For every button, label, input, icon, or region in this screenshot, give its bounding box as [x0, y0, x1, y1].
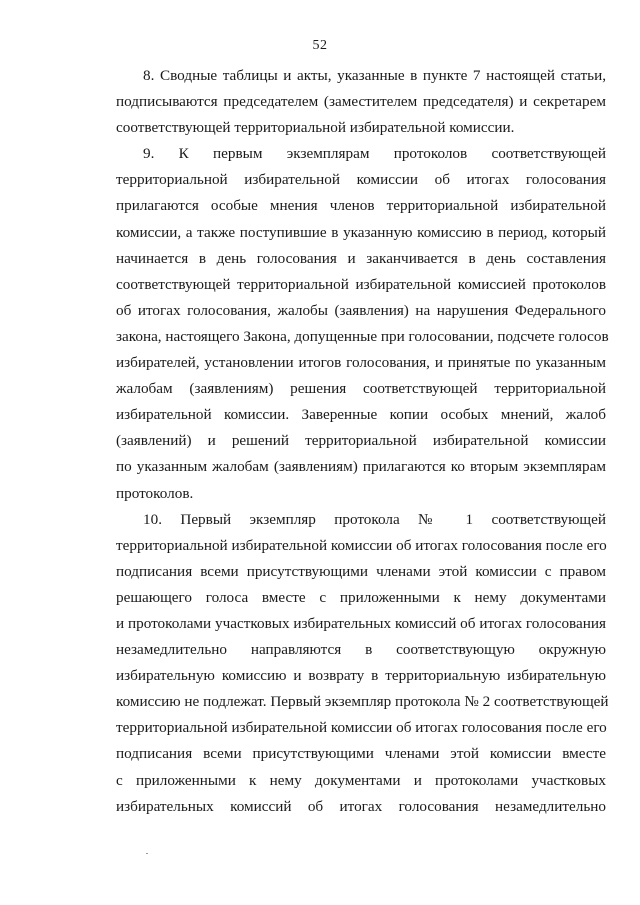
text-line: подписываются председателем (заместителем председателя) и секретарем [116, 93, 606, 111]
text-line: территориальной избирательной комиссии об итогах голосования после его [116, 536, 607, 554]
text-line: и протоколами участковых избирательных комиссий об итогах голосования [116, 614, 606, 632]
text-line: избирательной комиссии. Заверенные копии особых мнений, жалоб [116, 406, 606, 424]
paragraph-8 [116, 63, 606, 141]
text-line: жалобам (заявлениям) решения соответствующей территориальной [116, 380, 606, 398]
page-number: 52 [312, 38, 328, 53]
text-line: комиссию не подлежат. Первый экземпляр протокола № 2 соответствующей [116, 693, 609, 711]
text-line: с приложенными к нему документами и протоколами участковых [116, 771, 606, 789]
text-line: подписания всеми присутствующими членами этой комиссии с правом [116, 562, 606, 580]
text-line: соответствующей территориальной избирательной комиссией протоколов [116, 275, 606, 293]
paragraph-10 [116, 507, 609, 820]
text-line: начинается в день голосования и заканчивается в день составления [116, 249, 606, 267]
text-line: незамедлительно направляются в соответствующую окружную [116, 641, 606, 659]
text-line: 9. К первым экземплярам протоколов соответствующей [143, 145, 606, 163]
text-line: соответствующей территориальной избирательной комиссии. [116, 119, 515, 137]
text-line: избирателей, установлении итогов голосования, и принятые по указанным [116, 354, 606, 372]
text-line: территориальной избирательной комиссии об итогах голосования [116, 171, 606, 189]
text-line: избирательных комиссий об итогах голосования незамедлительно [116, 797, 606, 815]
text-line: по указанным жалобам (заявлениям) прилагаются ко вторым экземплярам [116, 458, 606, 476]
text-line: территориальной избирательной комиссии об итогах голосования после его [116, 719, 607, 737]
document-body [116, 63, 609, 820]
text-line: протоколов. [116, 484, 194, 502]
text-line: прилагаются особые мнения членов территориальной избирательной [116, 197, 606, 215]
scan-speck [146, 853, 148, 854]
text-line: (заявлений) и решений территориальной избирательной комиссии [116, 432, 606, 450]
text-line: избирательную комиссию и возврату в территориальную избирательную [116, 667, 606, 685]
text-line: закона, настоящего Закона, допущенные при голосовании, подсчете голосов [116, 327, 609, 345]
text-line: 8. Сводные таблицы и акты, указанные в пункте 7 настоящей статьи, [143, 67, 606, 84]
paragraph-9 [116, 141, 609, 506]
text-line: решающего голоса вместе с приложенными к нему документами [116, 588, 606, 606]
text-line: подписания всеми присутствующими членами этой комиссии вместе [116, 745, 606, 763]
text-line: 10. Первый экземпляр протокола № 1 соответствующей [143, 510, 606, 528]
text-line: комиссии, а также поступившие в указанную комиссию в период, который [116, 223, 606, 241]
text-line: об итогах голосования, жалобы (заявления) на нарушения Федерального [116, 301, 606, 319]
